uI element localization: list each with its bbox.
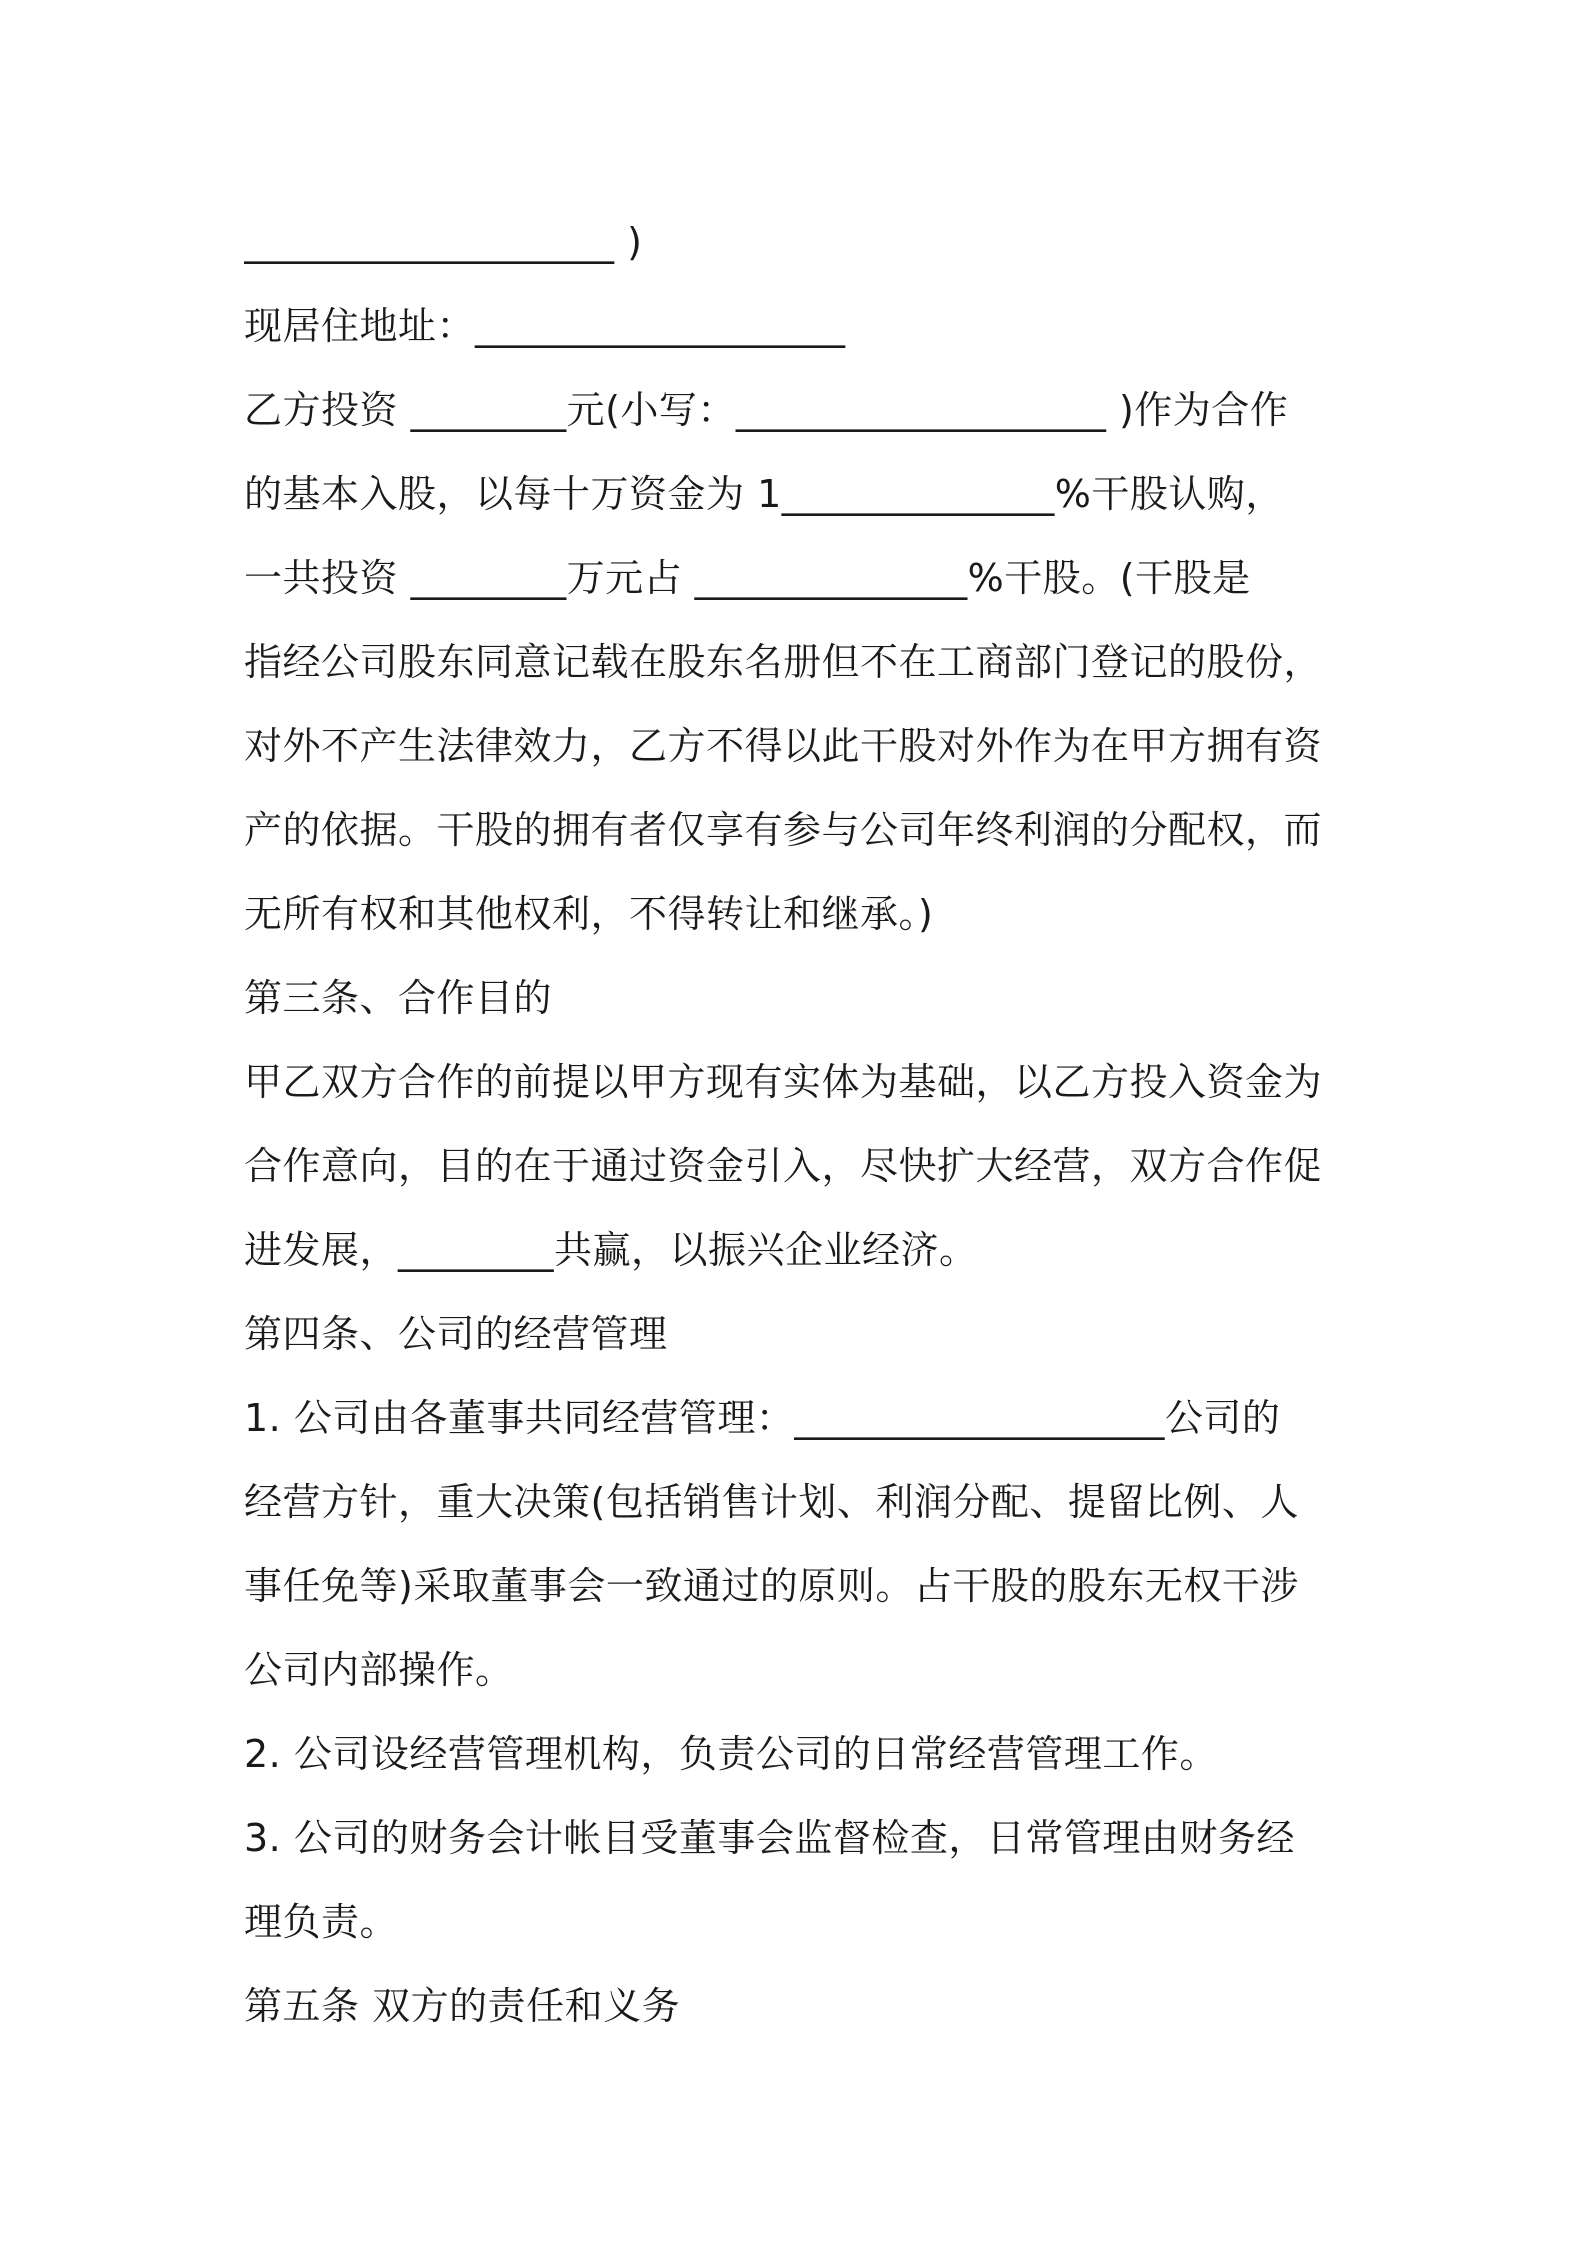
text-line: 产的依据。干股的拥有者仅享有参与公司年终利润的分配权，而: [244, 808, 1323, 852]
document-body: [244, 200, 1354, 2048]
list-item-3: 3. 公司的财务会计帐目受董事会监督检查，日常管理由财务经: [244, 1816, 1295, 1860]
text-line-party-b-investment: 乙方投资 ________元(小写：___________________ )作为合作: [244, 388, 1289, 432]
section-heading-article-3: 第三条、合作目的: [244, 976, 553, 1020]
section-heading-article-4: 第四条、公司的经营管理: [244, 1312, 668, 1356]
section-heading-article-5: 第五条 双方的责任和义务: [244, 1984, 681, 2028]
list-item-1: 1. 公司由各董事共同经营管理：___________________公司的: [244, 1396, 1281, 1440]
text-line: 公司内部操作。: [244, 1648, 514, 1692]
text-line: 进发展，________共赢，以振兴企业经济。: [244, 1228, 978, 1272]
text-line: 指经公司股东同意记载在股东名册但不在工商部门登记的股份，: [244, 640, 1323, 684]
text-line: 无所有权和其他权利，不得转让和继承。): [244, 892, 934, 936]
text-line: 事任免等)采取董事会一致通过的原则。占干股的股东无权干涉: [244, 1564, 1299, 1608]
text-line: 的基本入股，以每十万资金为 1______________%干股认购，: [244, 472, 1284, 516]
text-line: 理负责。: [244, 1900, 399, 1944]
text-line: 对外不产生法律效力，乙方不得以此干股对外作为在甲方拥有资: [244, 724, 1323, 768]
text-line-blank-continuation: ___________________ ): [244, 220, 643, 264]
text-line-current-address: 现居住地址：___________________: [244, 304, 846, 348]
text-line: 一共投资 ________万元占 ______________%干股。(干股是: [244, 556, 1251, 600]
text-line: 经营方针，重大决策(包括销售计划、利润分配、提留比例、人: [244, 1480, 1299, 1524]
list-item-2: 2. 公司设经营管理机构，负责公司的日常经营管理工作。: [244, 1732, 1218, 1776]
text-line: 合作意向，目的在于通过资金引入，尽快扩大经营，双方合作促: [244, 1144, 1323, 1188]
text-line: 甲乙双方合作的前提以甲方现有实体为基础，以乙方投入资金为: [244, 1060, 1323, 1104]
